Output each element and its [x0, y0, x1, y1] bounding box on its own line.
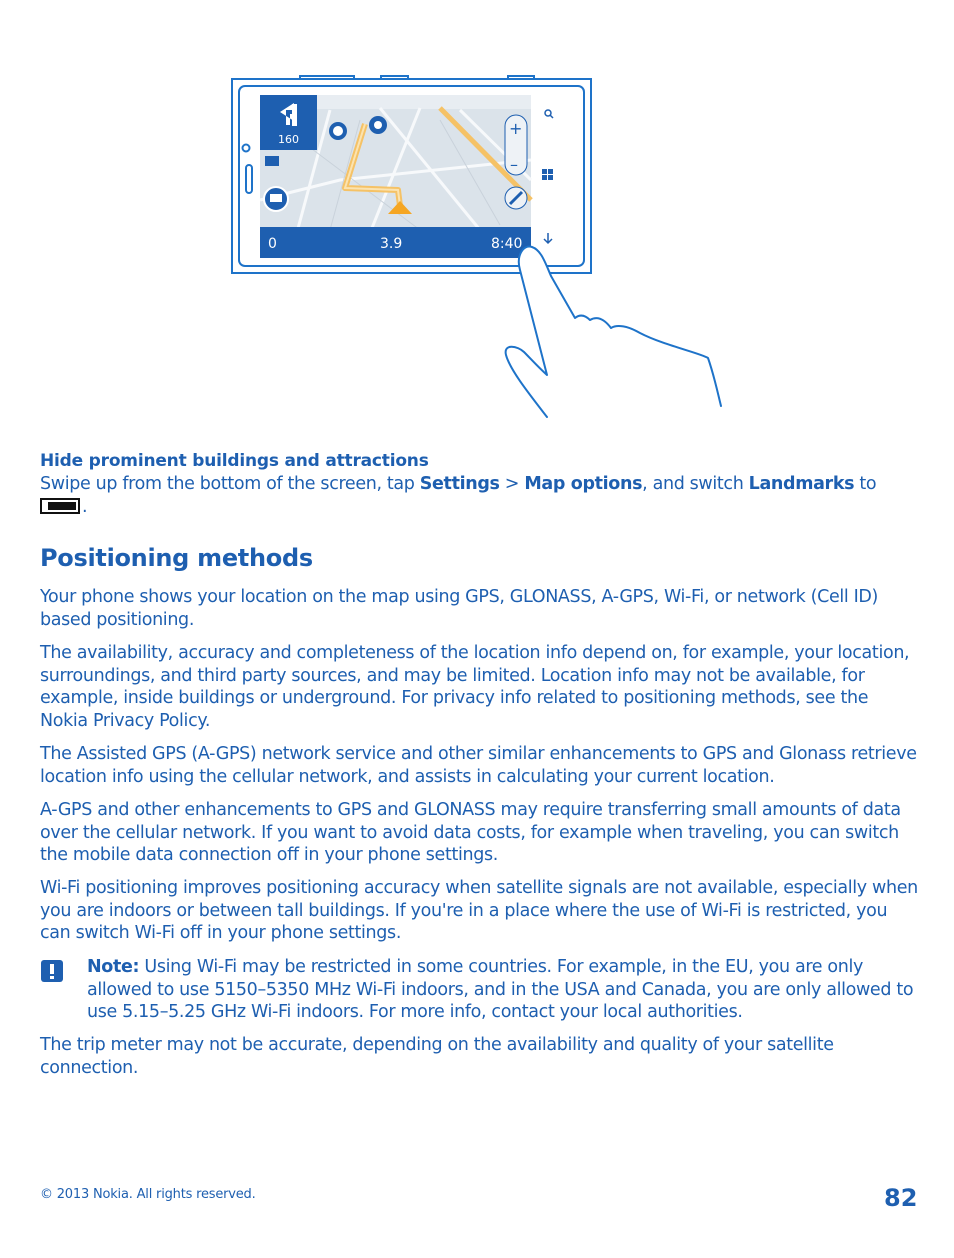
distance-value: 3.9	[380, 236, 403, 252]
paragraph-trip-meter: The trip meter may not be accurate, depending on the availability and quality of your satellite connection.	[40, 1035, 834, 1078]
toggle-off-icon	[40, 498, 80, 514]
text-fragment: , and switch	[642, 474, 749, 494]
search-icon	[545, 110, 553, 118]
paragraph-positioning-overview: Your phone shows your location on the map using GPS, GLONASS, A-GPS, Wi-Fi, or network (Cell ID) based positioning.	[40, 587, 879, 630]
turn-distance: 160	[278, 133, 299, 146]
phone-navigation-illustration	[228, 72, 728, 422]
landmark-pin-icon	[329, 122, 347, 140]
speed-value: 0	[268, 236, 277, 252]
note-text: Using Wi-Fi may be restricted in some countries. For example, in the EU, you are only allowed to use 5150–5350 MHz Wi-Fi indoors, and in the USA and Canada, you are only allowed to use 5.15–5.25 GHz Wi-Fi indoors. For more info, contact your local authorities.	[87, 957, 914, 1022]
back-icon	[544, 233, 552, 243]
paragraph-data-costs: A-GPS and other enhancements to GPS and GLONASS may require transferring small amounts of data over the cellular network. If you want to avoid data costs, for example when traveling, you can switch the mobile data connection off in your phone settings.	[40, 800, 901, 865]
arrival-time: 8:40	[491, 236, 523, 252]
camera-icon	[265, 156, 279, 166]
text-fragment: to	[854, 474, 877, 494]
note-label: Note:	[87, 957, 140, 977]
separator: >	[499, 474, 525, 494]
zoom-in-icon: +	[509, 119, 523, 138]
note-paragraph	[87, 956, 920, 1024]
swipe-hand-icon	[506, 247, 721, 417]
map-options-term: Map options	[524, 474, 643, 494]
windows-icon	[542, 169, 553, 180]
landmarks-term: Landmarks	[748, 474, 855, 494]
place-pin-icon	[369, 116, 387, 134]
period: .	[82, 496, 88, 517]
zoom-out-icon: –	[510, 155, 518, 174]
paragraph-wifi-positioning: Wi-Fi positioning improves positioning accuracy when satellite signals are not available, especially when you are indoors or between tall buildings. If you're in a place where the use of Wi-Fi is restricted, you can switch Wi-Fi off in your phone settings.	[40, 878, 918, 943]
copyright-footer: © 2013 Nokia. All rights reserved.	[40, 1187, 256, 1202]
paragraph-availability: The availability, accuracy and completeness of the location info depend on, for example, your location, surroundings, and third party sources, and may be limited. Location info may not be available, for example, inside buildings or underground. For privacy info related to positioning methods, see the Nokia Privacy Policy.	[40, 643, 910, 731]
settings-term: Settings	[419, 474, 500, 494]
page-number: 82	[884, 1184, 918, 1212]
text-fragment: Swipe up from the bottom of the screen, tap	[40, 474, 420, 494]
section-heading-positioning-methods: Positioning methods	[40, 544, 313, 572]
note-icon	[41, 960, 63, 982]
hide-buildings-paragraph	[40, 473, 920, 518]
paragraph-agps: The Assisted GPS (A-GPS) network service and other similar enhancements to GPS and Glonass retrieve location info using the cellular network, and assists in calculating your current location.	[40, 744, 917, 787]
section-title-hide-buildings: Hide prominent buildings and attractions	[40, 451, 429, 471]
